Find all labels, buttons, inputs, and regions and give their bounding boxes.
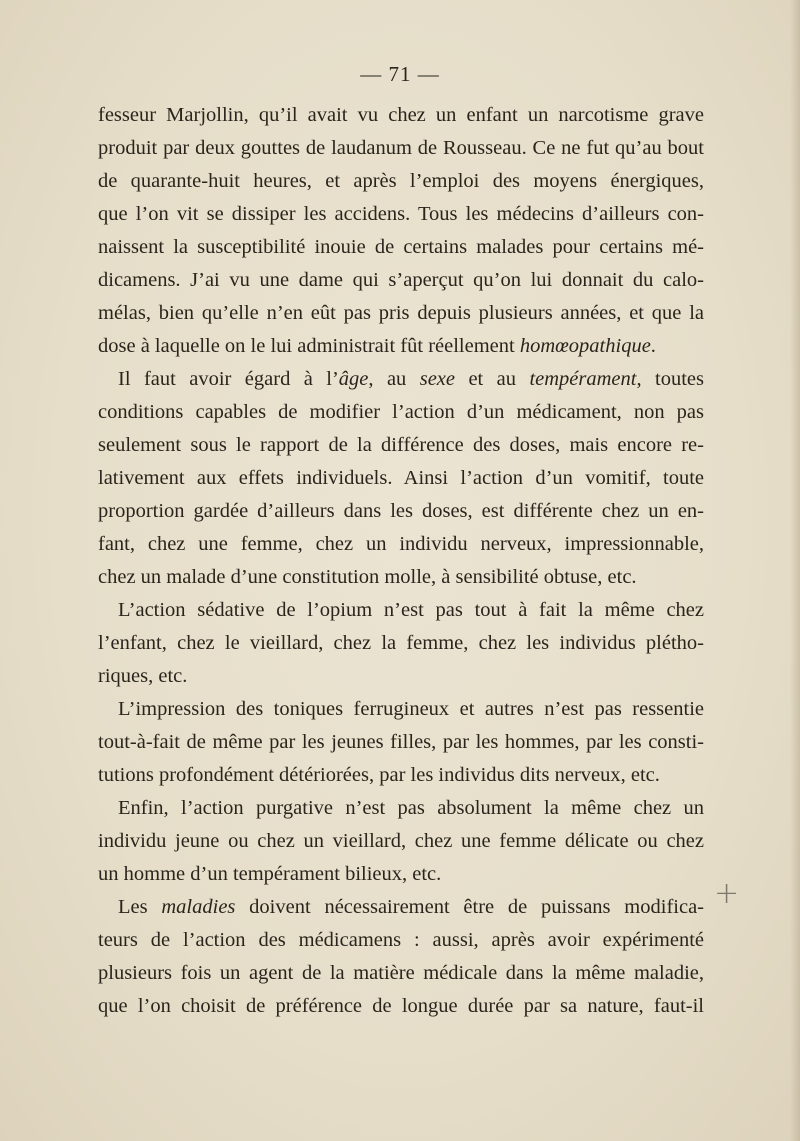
- text-line: mélas, bien qu’elle n’en eût pas pris depuis plusieurs années, et que la: [98, 302, 704, 324]
- text-line: Enfin, l’action purgative n’est pas absolument la même chez un: [118, 797, 704, 819]
- text-line: fant, chez une femme, chez un individu nerveux, impressionnable,: [98, 533, 704, 555]
- text-segment: doivent nécessairement être de puissans modifica-: [235, 896, 704, 918]
- text-line: l’enfant, chez le vieillard, chez la femme, chez les individus plétho-: [98, 632, 704, 654]
- text-line: L’action sédative de l’opium n’est pas tout à fait la même chez: [118, 599, 704, 621]
- text-line: riques, etc.: [98, 665, 188, 687]
- text-line: naissent la susceptibilité inouie de certains malades pour certains mé-: [98, 236, 704, 258]
- page-number: — 71 —: [360, 62, 440, 86]
- text-line: L’impression des toniques ferrugineux et autres n’est pas ressentie: [118, 698, 704, 720]
- text-line: seulement sous le rapport de la différence des doses, mais encore re-: [98, 434, 704, 456]
- text-segment: dose à laquelle on le lui administrait fût réellement: [98, 335, 520, 357]
- margin-cross-mark: +: [714, 876, 740, 911]
- italic-term: tempérament: [529, 368, 637, 390]
- italic-term: maladies: [161, 896, 236, 918]
- text-line: [98, 330, 704, 363]
- text-segment: , au: [368, 368, 420, 390]
- text-segment: Les: [118, 896, 162, 918]
- italic-term: homœopathique: [519, 335, 651, 357]
- italic-term: sexe: [419, 368, 456, 390]
- text-line: conditions capables de modifier l’action d’un médicament, non pas: [98, 401, 704, 423]
- italic-term: âge: [338, 368, 369, 390]
- text-line: que l’on choisit de préférence de longue durée par sa nature, faut-il: [98, 995, 704, 1017]
- text-line: plusieurs fois un agent de la matière médicale dans la même maladie,: [98, 962, 704, 984]
- text-line: dicamens. J’ai vu une dame qui s’aperçut qu’on lui donnait du calo-: [98, 269, 704, 291]
- text-line: lativement aux effets individuels. Ainsi l’action d’un vomitif, toute: [98, 467, 704, 489]
- text-line: [98, 891, 704, 924]
- text-line: chez un malade d’une constitution molle, à sensibilité obtuse, etc.: [98, 566, 637, 588]
- text-line: [98, 363, 704, 396]
- text-line: individu jeune ou chez un vieillard, chez une femme délicate ou chez: [98, 830, 704, 852]
- text-line: de quarante-huit heures, et après l’emploi des moyens énergiques,: [98, 170, 704, 192]
- text-segment: .: [650, 335, 656, 357]
- text-line: un homme d’un tempérament bilieux, etc.: [98, 863, 442, 885]
- text-line: tout-à-fait de même par les jeunes filles, par les hommes, par les consti-: [98, 731, 704, 753]
- text-line: teurs de l’action des médicamens : aussi, après avoir expérimenté: [98, 929, 704, 951]
- text-segment: , toutes: [636, 368, 704, 390]
- text-line: proportion gardée d’ailleurs dans les doses, est différente chez un en-: [98, 500, 704, 522]
- text-segment: Il faut avoir égard à l’: [118, 368, 339, 390]
- body-text: [98, 99, 704, 1023]
- page-edge-shadow: [790, 0, 800, 1141]
- text-segment: et au: [455, 368, 530, 390]
- text-line: fesseur Marjollin, qu’il avait vu chez un enfant un narcotisme grave: [98, 104, 704, 126]
- text-line: que l’on vit se dissiper les accidens. Tous les médecins d’ailleurs con-: [98, 203, 704, 225]
- text-line: tutions profondément détériorées, par les individus dits nerveux, etc.: [98, 764, 660, 786]
- text-line: produit par deux gouttes de laudanum de Rousseau. Ce ne fut qu’au bout: [98, 137, 704, 159]
